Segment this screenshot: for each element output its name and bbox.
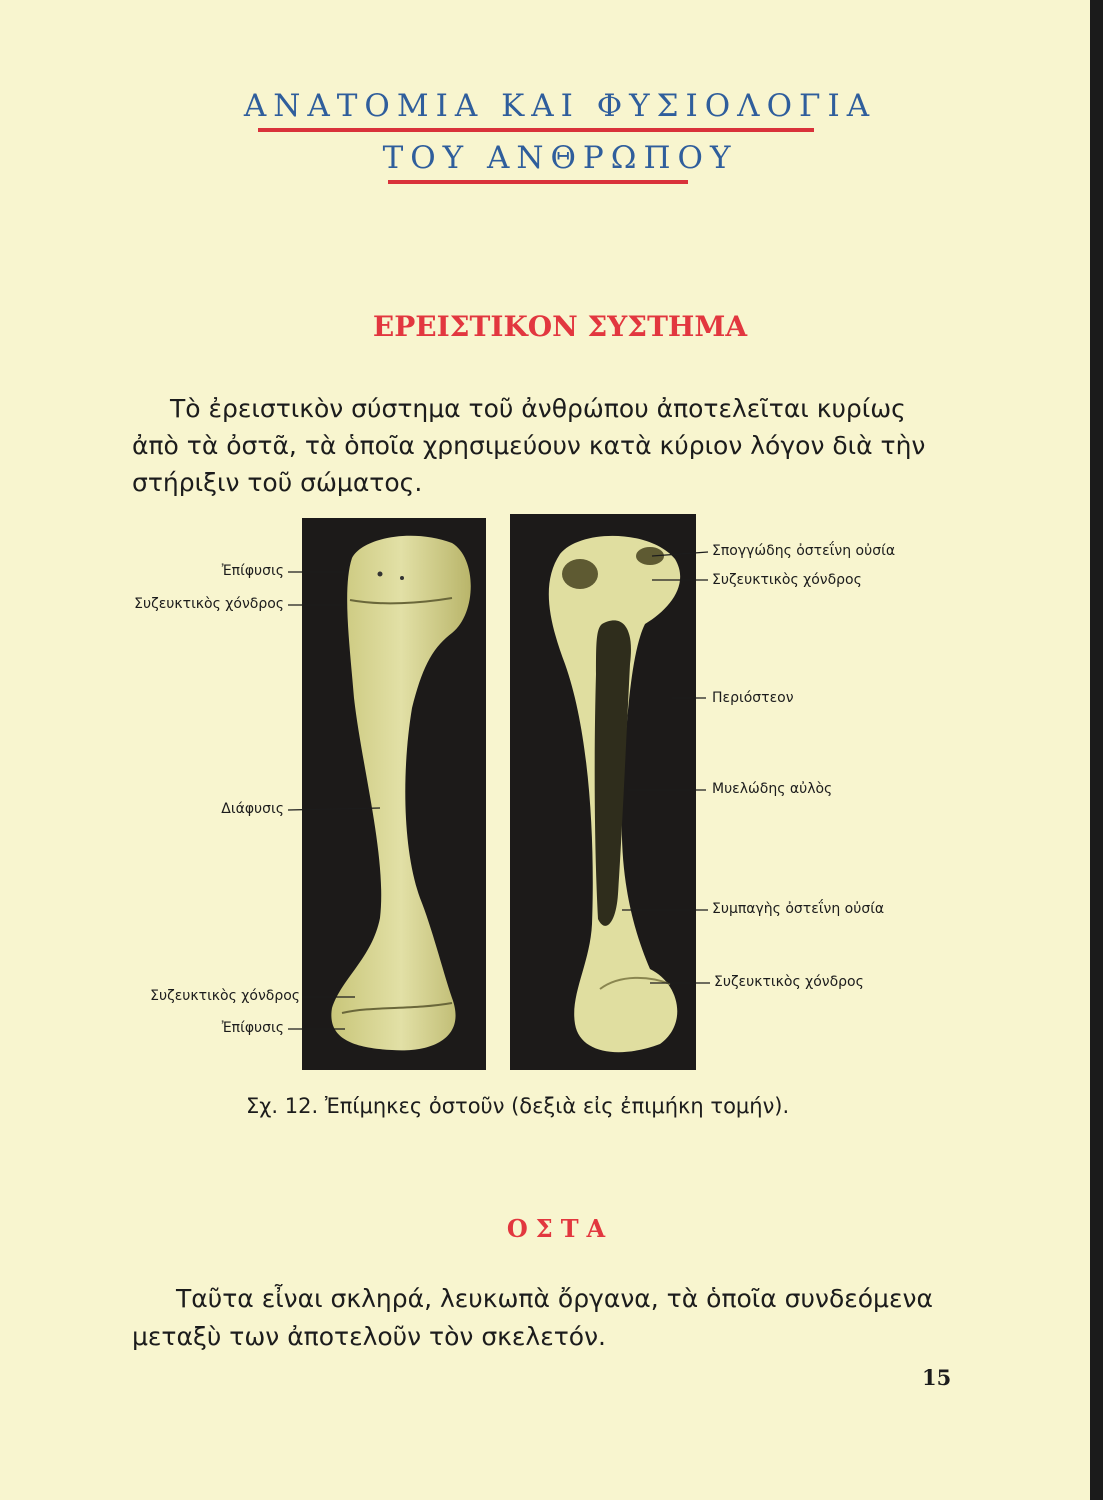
page-edge bbox=[1090, 0, 1103, 1500]
label-cartilage-bottom-right: Συζευκτικὸς χόνδρος bbox=[714, 974, 864, 990]
paragraph-line: μεταξὺ των ἀποτελοῦν τὸν σκελετόν. bbox=[132, 1322, 606, 1351]
label-diaphysis: Διάφυσις bbox=[221, 801, 284, 817]
header-title-line2: ΤΟΥ ΑΝΘΡΩΠΟΥ bbox=[382, 140, 738, 176]
label-medullary-cavity: Μυελώδης αὐλὸς bbox=[712, 781, 833, 797]
section-title-osta: ΟΣΤΑ bbox=[506, 1214, 614, 1243]
label-cartilage-top-right: Συζευκτικὸς χόνδρος bbox=[712, 572, 862, 588]
label-compact-bone: Συμπαγὴς ὀστεΐνη οὐσία bbox=[712, 901, 885, 917]
header-title-line1: ΑΝΑΤΟΜΙΑ ΚΑΙ ΦΥΣΙΟΛΟΓΙΑ bbox=[243, 88, 877, 124]
paragraph-line: Τὸ ἐρειστικὸν σύστημα τοῦ ἀνθρώπου ἀποτελεῖται κυρίως bbox=[170, 394, 906, 423]
paragraph-line: Ταῦτα εἶναι σκληρά, λευκωπὰ ὄργανα, τὰ ὁποῖα συνδεόμενα bbox=[176, 1284, 933, 1313]
label-epiphysis-bottom: Ἐπίφυσις bbox=[221, 1020, 284, 1036]
label-cartilage-top-left: Συζευκτικὸς χόνδρος bbox=[134, 596, 284, 612]
label-periosteum: Περιόστεον bbox=[712, 690, 794, 706]
figure-caption: Σχ. 12. Ἐπίμηκες ὀστοῦν (δεξιὰ εἰς ἐπιμήκη τομήν). bbox=[246, 1094, 790, 1118]
paragraph-line: στήριξιν τοῦ σώματος. bbox=[132, 468, 423, 497]
page-number: 15 bbox=[922, 1365, 952, 1390]
label-spongy-bone: Σπογγώδης ὀστεΐνη οὐσία bbox=[712, 543, 896, 559]
section-title-ereistikon: ΕΡΕΙΣΤΙΚΟΝ ΣΥΣΤΗΜΑ bbox=[372, 310, 748, 343]
label-cartilage-bottom-left: Συζευκτικὸς χόνδρος bbox=[150, 988, 300, 1004]
label-epiphysis-top: Ἐπίφυσις bbox=[221, 563, 284, 579]
paragraph-line: ἀπὸ τὰ ὀστᾶ, τὰ ὁποῖα χρησιμεύουν κατὰ κύριον λόγον διὰ τὴν bbox=[132, 431, 926, 460]
